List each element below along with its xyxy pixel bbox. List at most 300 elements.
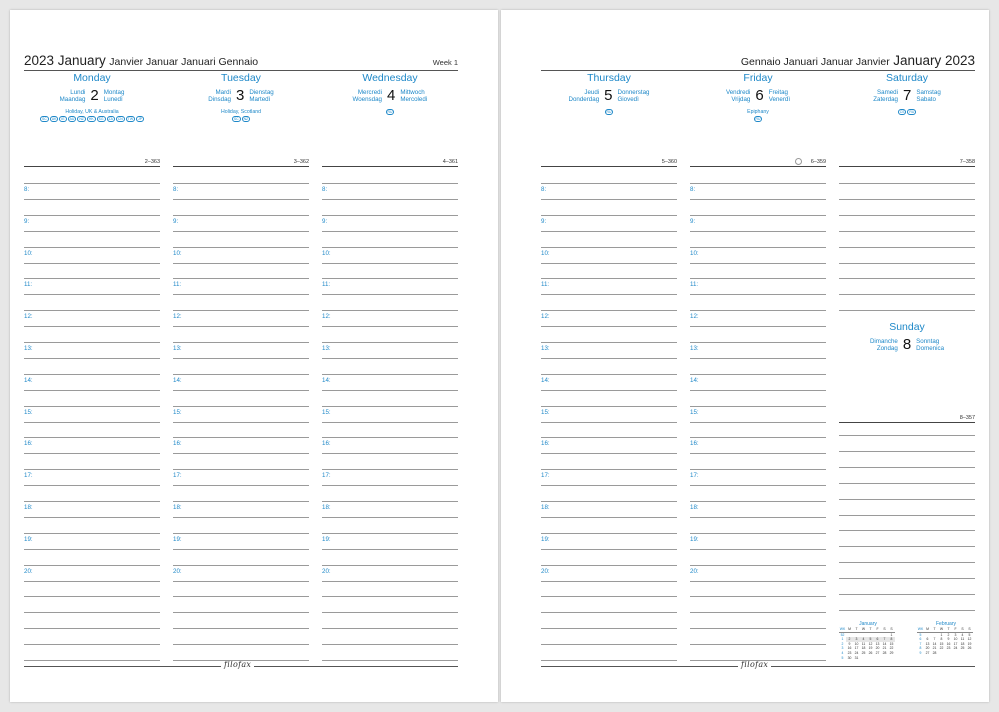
hour-label: 19: — [690, 535, 699, 543]
mini-calendar-week: 7 — [919, 641, 922, 646]
mini-calendar-day: 16 — [946, 641, 951, 646]
mini-calendar-day: 11 — [861, 641, 866, 646]
writing-rule — [839, 199, 975, 200]
day-column-wednesday — [322, 72, 458, 115]
writing-rule — [173, 596, 309, 597]
day-column-friday — [690, 72, 826, 122]
day-column-sunday — [839, 321, 975, 356]
mini-calendar-header: S — [959, 627, 966, 633]
hour-label: 13: — [322, 345, 331, 352]
hour-label: 18: — [322, 504, 331, 511]
writing-rule — [173, 358, 309, 359]
writing-rule — [541, 485, 677, 486]
week-number: Week 1 — [432, 58, 458, 67]
holiday-note: Holiday, UK & Australia — [65, 109, 119, 115]
writing-rule — [24, 183, 160, 184]
writing-rule — [322, 660, 458, 661]
country-badge: RU — [387, 110, 393, 114]
writing-rule — [839, 215, 975, 216]
translation: Zondag — [876, 345, 898, 352]
writing-rule — [173, 517, 309, 518]
writing-rule — [322, 294, 458, 295]
mini-calendar-day: 12 — [868, 641, 873, 646]
hour-label: 18: — [173, 504, 182, 511]
writing-rule — [322, 469, 458, 470]
hour-label: 19: — [24, 535, 33, 543]
translation: Domenica — [916, 345, 945, 352]
translation: Zaterdag — [873, 96, 898, 103]
mini-calendar-day: 18 — [960, 641, 965, 646]
mini-calendar-week: 3 — [841, 646, 844, 651]
writing-rule — [322, 437, 458, 438]
hour-label: 11: — [24, 281, 33, 289]
translation: Martedì — [249, 96, 271, 103]
writing-rule — [24, 422, 160, 423]
writing-rule — [173, 326, 309, 327]
day-name: Sunday — [889, 321, 925, 333]
mini-calendar-day: 8 — [888, 637, 895, 642]
hour-label: 8: — [690, 186, 696, 193]
mini-calendar-header: S — [881, 627, 888, 633]
day-heading — [24, 85, 160, 107]
day-heading — [541, 85, 677, 107]
hour-label: 11: — [173, 281, 182, 289]
hour-label: 14: — [322, 376, 331, 384]
mini-calendar-day: 28 — [932, 650, 937, 655]
hour-label: 19: — [173, 535, 182, 543]
translation: Donderdag — [568, 96, 600, 103]
writing-rule — [173, 533, 309, 534]
writing-rule — [173, 501, 309, 502]
writing-rule — [541, 453, 677, 454]
mini-calendar-day: 11 — [960, 637, 965, 642]
writing-rule — [173, 628, 309, 629]
writing-rule — [541, 406, 677, 407]
writing-rule — [690, 437, 826, 438]
writing-rule — [322, 549, 458, 550]
writing-rule — [541, 247, 677, 248]
day-column-tuesday — [173, 72, 309, 122]
writing-rule — [690, 485, 826, 486]
mini-calendar-day: 10 — [953, 637, 958, 642]
country-badge: SC — [41, 117, 47, 121]
writing-rule — [690, 596, 826, 597]
day-name: Wednesday — [362, 72, 418, 84]
mini-calendar-day: 17 — [953, 641, 958, 646]
day-count: 5–360 — [661, 159, 677, 165]
day-number: 3 — [235, 87, 245, 104]
mini-calendar-week: 5 — [919, 632, 922, 637]
writing-rule — [541, 565, 677, 566]
writing-rule — [173, 342, 309, 343]
day-translations-right — [400, 89, 427, 104]
hour-label: 10: — [541, 249, 550, 257]
writing-rule — [173, 263, 309, 264]
hour-label: 14: — [24, 376, 33, 384]
mini-calendar-header: M — [846, 627, 853, 633]
writing-rule — [690, 342, 826, 343]
day-translations-right — [916, 89, 940, 104]
writing-rule — [24, 247, 160, 248]
hour-label: 11: — [322, 281, 331, 289]
mini-calendar-day: 19 — [868, 646, 873, 651]
mini-calendar-header: WK — [917, 627, 924, 631]
writing-rule — [173, 549, 309, 550]
writing-rule — [541, 501, 677, 502]
writing-rule — [690, 231, 826, 232]
mini-calendar-week: 1 — [841, 637, 844, 642]
hour-label: 18: — [24, 504, 33, 511]
country-badges — [541, 109, 677, 115]
hour-label: 16: — [690, 440, 699, 448]
translation: Mercredi — [357, 88, 382, 96]
writing-rule — [690, 263, 826, 264]
writing-rule — [541, 326, 677, 327]
mini-calendar-february — [917, 621, 975, 656]
translation: Samstag — [916, 88, 941, 96]
writing-rule — [541, 612, 677, 613]
writing-rule — [690, 326, 826, 327]
mini-calendar-day: 25 — [861, 650, 866, 655]
hour-label: 19: — [322, 535, 331, 543]
mini-calendar-day: 13 — [925, 641, 930, 646]
day-heading — [173, 85, 309, 107]
hour-label: 11: — [541, 281, 550, 289]
writing-rule — [541, 183, 677, 184]
mini-calendar-day: 4 — [860, 637, 867, 642]
writing-rule — [839, 610, 975, 611]
writing-rule — [173, 183, 309, 184]
writing-rule — [690, 644, 826, 645]
mini-calendar-day: 26 — [868, 650, 873, 655]
writing-rule — [322, 215, 458, 216]
hour-label: 8: — [322, 186, 328, 193]
writing-rule — [173, 215, 309, 216]
mini-calendar-week: 9 — [919, 650, 922, 655]
mini-calendar-header: S — [966, 627, 973, 633]
mini-calendar-day: 17 — [854, 646, 859, 651]
writing-rule — [24, 469, 160, 470]
hour-label: 17: — [690, 472, 699, 480]
translation: Lunedì — [103, 96, 123, 103]
day-heading — [690, 85, 826, 107]
writing-rule — [24, 485, 160, 486]
mini-calendar-day: 31 — [854, 655, 859, 660]
hour-label: 16: — [541, 440, 550, 448]
writing-rule — [839, 515, 975, 516]
writing-rule — [173, 374, 309, 375]
writing-rule — [839, 499, 975, 500]
hour-label: 14: — [690, 376, 699, 384]
country-badge: RU — [755, 117, 761, 121]
mini-calendar-day: 26 — [967, 646, 972, 651]
hour-label: 12: — [173, 313, 182, 321]
writing-rule — [322, 310, 458, 311]
mini-calendar-day: 30 — [847, 655, 852, 660]
writing-rule — [322, 422, 458, 423]
translation: Mardi — [215, 88, 231, 96]
writing-rule — [173, 294, 309, 295]
writing-rule — [24, 406, 160, 407]
writing-rule — [173, 581, 309, 582]
writing-rule — [541, 390, 677, 391]
day-heading — [839, 334, 975, 356]
translation: Maandag — [59, 96, 86, 103]
writing-rule — [839, 278, 975, 279]
writing-rule — [24, 565, 160, 566]
writing-rule — [690, 390, 826, 391]
mini-calendar-week: 5 — [841, 655, 844, 660]
writing-rule — [541, 374, 677, 375]
writing-rule — [322, 581, 458, 582]
hour-label: 8: — [541, 186, 547, 193]
writing-rule — [24, 644, 160, 645]
translation: Vrijdag — [731, 96, 751, 103]
country-badge: AU — [69, 117, 75, 121]
writing-rule — [173, 565, 309, 566]
hour-label: 17: — [173, 472, 182, 480]
writing-rule — [541, 422, 677, 423]
mini-calendar-day: 14 — [932, 641, 937, 646]
translation: Venerdì — [768, 96, 791, 103]
mini-calendar-day: 24 — [854, 650, 859, 655]
translation: Donnerstag — [617, 88, 650, 96]
country-badge: UK — [51, 117, 57, 121]
mini-calendar-day — [966, 651, 973, 656]
country-badge: RU — [606, 110, 612, 114]
writing-rule — [322, 628, 458, 629]
writing-rule — [322, 263, 458, 264]
hour-label: 12: — [690, 313, 699, 321]
writing-rule — [173, 660, 309, 661]
writing-rule — [690, 533, 826, 534]
writing-rule — [24, 596, 160, 597]
day-translations-right — [769, 89, 790, 104]
hour-label: 20: — [173, 567, 182, 575]
mini-calendar-day: 10 — [854, 641, 859, 646]
writing-rule — [839, 594, 975, 595]
mini-calendar-title: February — [935, 621, 956, 627]
country-badge: ZA — [108, 117, 113, 121]
writing-rule — [541, 517, 677, 518]
day-count-line — [322, 154, 458, 167]
writing-rule — [839, 578, 975, 579]
mini-calendar-day: 28 — [882, 650, 887, 655]
mini-calendar-grid — [917, 627, 975, 656]
hour-label: 19: — [541, 535, 550, 543]
hour-label: 16: — [173, 440, 182, 448]
writing-rule — [173, 199, 309, 200]
day-column-saturday — [839, 72, 975, 115]
country-badge: IE — [61, 117, 65, 121]
mini-calendar-title: January — [859, 621, 877, 627]
mini-calendar-day: 21 — [882, 646, 887, 651]
brand-logo: filofax — [221, 660, 254, 669]
day-translations-right — [104, 89, 125, 104]
day-heading — [839, 85, 975, 107]
mini-calendar-header: W — [939, 627, 944, 631]
mini-calendar-day — [952, 651, 959, 656]
translation: Dimanche — [869, 337, 898, 345]
writing-rule — [839, 294, 975, 295]
hour-label: 9: — [173, 217, 179, 225]
hour-label: 15: — [173, 408, 182, 416]
writing-rule — [24, 437, 160, 438]
writing-rule — [541, 628, 677, 629]
writing-rule — [173, 644, 309, 645]
hour-label: 10: — [322, 249, 331, 257]
translation: Mittwoch — [400, 88, 425, 96]
day-name: Tuesday — [221, 72, 261, 84]
writing-rule — [24, 326, 160, 327]
mini-calendar-day: 24 — [953, 646, 958, 651]
hour-label: 10: — [690, 249, 699, 257]
mini-calendar-week: 6 — [919, 637, 922, 642]
hour-label: 16: — [24, 440, 33, 448]
writing-rule — [322, 199, 458, 200]
country-badge: SG — [98, 117, 104, 121]
day-translations-right — [916, 338, 944, 353]
writing-rule — [541, 533, 677, 534]
writing-rule — [322, 501, 458, 502]
mini-calendar-day: 15 — [889, 641, 894, 646]
left-title-languages: Janvier Januar Januari Gennaio — [109, 56, 259, 68]
mini-calendar-header: M — [924, 627, 931, 633]
hour-label: 8: — [24, 186, 30, 193]
mini-calendar-day: 1 — [940, 632, 943, 637]
writing-rule — [690, 660, 826, 661]
hour-label: 14: — [173, 376, 182, 384]
mini-calendar-day: 7 — [933, 637, 936, 642]
writing-rule — [839, 530, 975, 531]
mini-calendar-day: 2 — [947, 632, 950, 637]
country-badge: RU — [909, 110, 915, 114]
mini-calendar-header: S — [888, 627, 895, 633]
hour-label: 17: — [24, 472, 33, 480]
hour-label: 13: — [541, 345, 550, 352]
writing-rule — [839, 451, 975, 452]
writing-rule — [690, 612, 826, 613]
mini-calendar-day — [945, 651, 952, 656]
mini-calendar-day: 22 — [889, 646, 894, 651]
mini-calendar-header: F — [874, 627, 881, 633]
mini-calendar-day: 5 — [867, 637, 874, 642]
hour-label: 17: — [322, 472, 331, 480]
hour-label: 18: — [690, 504, 699, 511]
day-number: 6 — [755, 87, 764, 104]
mini-calendar-day: 9 — [947, 637, 950, 642]
writing-rule — [24, 453, 160, 454]
translation: Jeudi — [584, 88, 600, 96]
brand-logo: filofax — [738, 660, 771, 669]
writing-rule — [839, 247, 975, 248]
writing-rule — [173, 231, 309, 232]
mini-calendar-day: 6 — [874, 637, 881, 642]
hour-label: 13: — [24, 345, 33, 352]
writing-rule — [690, 310, 826, 311]
country-badge: SC — [233, 117, 239, 121]
day-translations-right — [249, 89, 273, 104]
hour-label: 10: — [173, 249, 182, 257]
writing-rule — [24, 310, 160, 311]
mini-calendar-day — [888, 656, 895, 661]
writing-rule — [541, 294, 677, 295]
writing-rule — [24, 517, 160, 518]
mini-calendar-day: 4 — [961, 632, 964, 637]
writing-rule — [541, 342, 677, 343]
writing-rule — [24, 215, 160, 216]
writing-rule — [322, 183, 458, 184]
mini-calendar-day: 22 — [939, 646, 944, 651]
hour-label: 10: — [24, 249, 33, 257]
writing-rule — [690, 453, 826, 454]
writing-rule — [173, 390, 309, 391]
left-title-month-year: 2023 January — [24, 53, 106, 68]
day-heading — [322, 85, 458, 107]
day-count-line — [541, 154, 677, 167]
day-number: 8 — [902, 336, 912, 353]
hour-label: 18: — [541, 504, 550, 511]
hour-label: 13: — [690, 345, 699, 352]
mini-calendar-day: 1 — [890, 632, 893, 637]
day-count: 2–363 — [144, 159, 160, 165]
country-badges — [690, 116, 826, 122]
moon-phase-icon — [795, 158, 802, 165]
writing-rule — [322, 485, 458, 486]
day-number: 7 — [903, 87, 912, 104]
hour-label: 16: — [322, 440, 331, 448]
country-badge: CS — [899, 110, 905, 114]
day-number: 4 — [386, 87, 396, 104]
mini-calendar-day: 19 — [967, 641, 972, 646]
writing-rule — [322, 565, 458, 566]
writing-rule — [690, 358, 826, 359]
writing-rule — [24, 549, 160, 550]
hour-label: 13: — [173, 345, 182, 352]
writing-rule — [24, 374, 160, 375]
mini-calendar-day: 7 — [881, 637, 888, 642]
country-badge: NZ — [243, 117, 249, 121]
day-name: Friday — [743, 72, 773, 84]
mini-calendar-day: 3 — [954, 632, 957, 637]
writing-rule — [322, 612, 458, 613]
writing-rule — [541, 231, 677, 232]
mini-calendar-day: 23 — [847, 650, 852, 655]
writing-rule — [24, 390, 160, 391]
translation: Dienstag — [249, 88, 274, 96]
writing-rule — [24, 628, 160, 629]
day-name: Monday — [73, 72, 111, 84]
day-count: 4–361 — [442, 159, 458, 165]
writing-rule — [322, 231, 458, 232]
mini-calendar-header: T — [867, 627, 874, 633]
mini-calendar-day — [959, 651, 966, 656]
hour-label: 20: — [322, 567, 331, 575]
day-count-line — [690, 154, 826, 167]
writing-rule — [322, 358, 458, 359]
translation: Lundi — [70, 88, 86, 96]
mini-calendar-day: 12 — [967, 637, 972, 642]
writing-rule — [839, 183, 975, 184]
day-translations-left — [569, 89, 600, 104]
writing-rule — [541, 596, 677, 597]
writing-rule — [690, 501, 826, 502]
holiday-note: Holiday, Scotland — [221, 109, 261, 115]
writing-rule — [173, 485, 309, 486]
hour-label: 17: — [541, 472, 550, 480]
mini-calendar-week: 4 — [841, 650, 844, 655]
translation: Vendredi — [725, 88, 751, 96]
